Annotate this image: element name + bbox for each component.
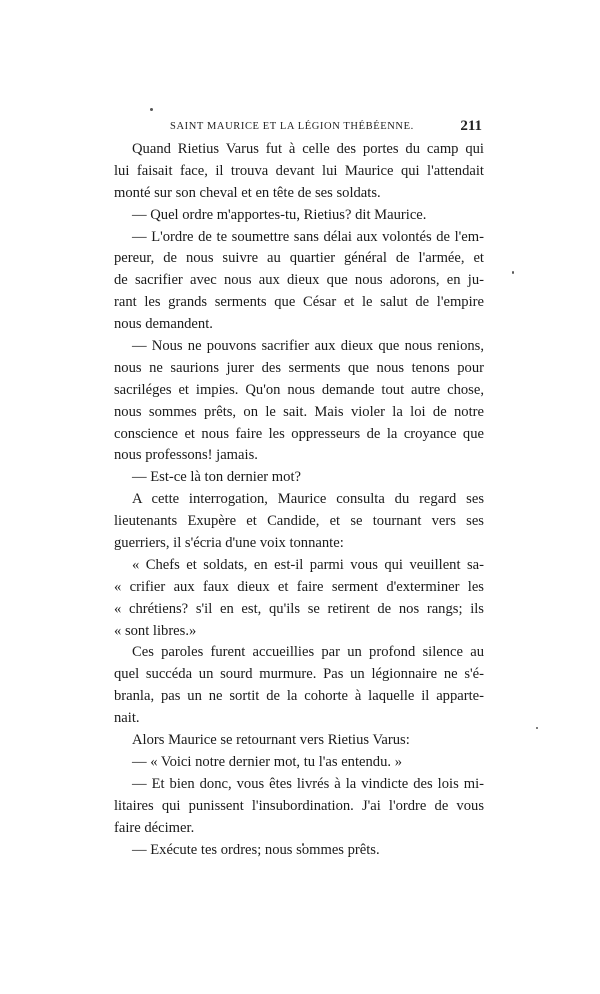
text-line: rant les grands serments que César et le salut de l'empire — [114, 294, 484, 311]
text-line: — Quel ordre m'apportes-tu, Rietius? dit Maurice. — [132, 206, 427, 223]
text-line: de sacrifier avec nous aux dieux que nous adorons, en ju- — [114, 272, 484, 289]
text-line: branla, pas un ne sortit de la cohorte à laquelle il apparte- — [114, 688, 484, 705]
body-text — [114, 139, 484, 861]
text-line: « Chefs et soldats, en est-il parmi vous qui veuillent sa- — [132, 556, 484, 573]
text-line: — Nous ne pouvons sacrifier aux dieux que nous renions, — [132, 338, 484, 355]
text-line: Quand Rietius Varus fut à celle des portes du camp qui — [132, 141, 484, 157]
print-speck — [150, 108, 153, 111]
text-line: — « Voici notre dernier mot, tu l'as entendu. » — [132, 753, 402, 770]
text-line: — Est-ce là ton dernier mot? — [132, 469, 301, 486]
text-line: pereur, de nous suivre au quartier général de l'armée, et — [114, 250, 484, 267]
page-number: 211 — [460, 118, 482, 134]
text-line: lui faisait face, il trouva devant lui Maurice qui l'attendait — [114, 162, 484, 179]
text-line: — Et bien donc, vous êtes livrés à la vindicte des lois mi- — [132, 775, 484, 792]
text-line: « crifier aux faux dieux et faire serment d'exterminer les — [114, 578, 484, 595]
text-line: Alors Maurice se retournant vers Rietius Varus: — [132, 732, 410, 749]
text-line: sacriléges et impies. Qu'on nous demande tout autre chose, — [114, 381, 484, 398]
text-line: lieutenants Exupère et Candide, et se tournant vers ses — [114, 513, 484, 530]
text-line: conscience et nous faire les oppresseurs de la croyance que — [114, 425, 484, 442]
text-line: quel succéda un sourd murmure. Pas un légionnaire ne s'é- — [114, 666, 484, 683]
print-speck — [512, 271, 514, 274]
text-line: nait. — [114, 710, 140, 727]
text-line: monté sur son cheval et en tête de ses soldats. — [114, 184, 381, 201]
text-line: « chrétiens? s'il en est, qu'ils se retirent de nos rangs; ils — [114, 600, 484, 617]
text-line: — L'ordre de te soumettre sans délai aux volontés de l'em- — [132, 228, 484, 245]
text-line: — Exécute tes ordres; nous sommes prêts. — [132, 841, 380, 858]
text-line: A cette interrogation, Maurice consulta du regard ses — [132, 491, 484, 508]
text-line: guerriers, il s'écria d'une voix tonnante: — [114, 535, 344, 552]
text-line: nous ne saurions jurer des serments que nous tenons pour — [114, 359, 484, 376]
text-line: faire décimer. — [114, 819, 195, 836]
text-line: nous sommes prêts, on le sait. Mais violer la loi de notre — [114, 403, 484, 420]
running-title: SAINT MAURICE ET LA LÉGION THÉBÉENNE. — [170, 121, 414, 132]
running-head — [170, 118, 482, 138]
text-line: litaires qui punissent l'insubordination. J'ai l'ordre de vous — [114, 797, 484, 814]
print-speck — [536, 727, 538, 729]
text-line: « sont libres.» — [114, 622, 197, 639]
text-line: nous professons! jamais. — [114, 447, 258, 464]
text-line: Ces paroles furent accueillies par un profond silence au — [132, 644, 484, 661]
text-line: nous demandent. — [114, 316, 213, 333]
